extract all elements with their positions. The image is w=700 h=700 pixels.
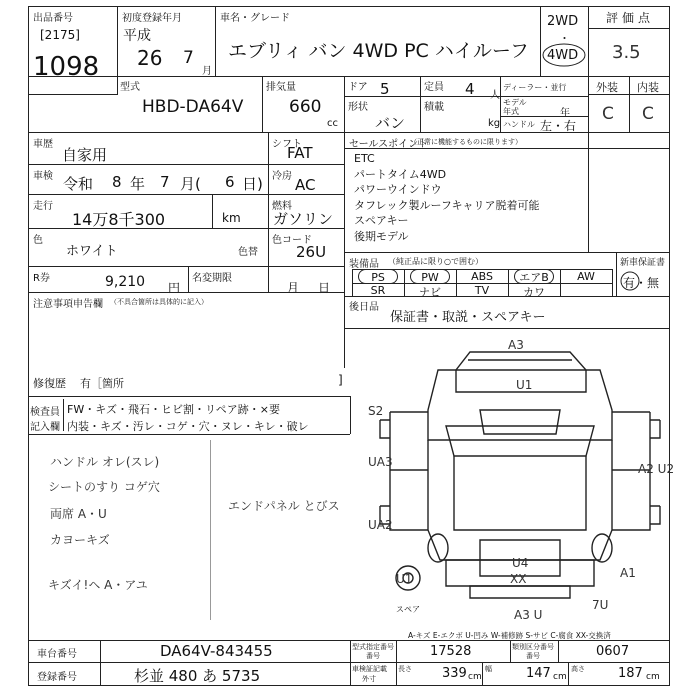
usage-label: 車歴 xyxy=(33,139,53,150)
inspection-month: 7 xyxy=(160,173,170,191)
dims-label2: 外寸 xyxy=(362,675,376,683)
load-unit: kg xyxy=(488,118,501,129)
mileage-value: 14万8千300 xyxy=(72,210,166,229)
expiry-month: 月 xyxy=(287,281,300,295)
inspection-era: 令和 xyxy=(63,175,94,193)
class-no-label: 類別区分番号 xyxy=(512,643,554,651)
inspection-year-unit: 年 xyxy=(130,175,146,193)
after-value: 保証書・取説・スペアキー xyxy=(390,310,546,325)
shift-label: シフト xyxy=(272,139,302,150)
model-year-unit: 年 xyxy=(560,108,570,119)
ac-label: 冷房 xyxy=(272,171,292,182)
height-value: 187 xyxy=(618,666,643,681)
equip-abs: ABS xyxy=(471,270,493,283)
interior-label: 内装 xyxy=(637,81,659,94)
shift-value: FAT xyxy=(287,144,313,162)
selling-points-list xyxy=(354,151,539,244)
name-label: 車名・グレード xyxy=(220,13,290,24)
equip-ps: PS xyxy=(358,269,398,284)
mileage-label: 走行 xyxy=(33,201,53,212)
fuel-label: 燃料 xyxy=(272,201,292,212)
color-code-value: 26U xyxy=(296,243,327,261)
class-no-value: 0607 xyxy=(596,644,630,659)
exterior-score: C xyxy=(602,104,614,124)
notes-label: 注意事項申告欄 xyxy=(33,299,103,310)
equip-leather: カワ xyxy=(523,286,545,299)
ac-value: AC xyxy=(295,176,316,194)
selling-sub: （正常に機能するものに限ります） xyxy=(410,138,522,146)
drive-circle-icon xyxy=(540,42,588,68)
equipment-label: 装備品 xyxy=(349,259,379,270)
damage-mark: 7U xyxy=(592,598,609,612)
height-unit: cm xyxy=(646,672,660,682)
width-label: 幅 xyxy=(485,665,492,673)
doors-label: ドア xyxy=(348,82,368,93)
selling-point: パートタイム4WD xyxy=(354,167,447,181)
expiry-label: 名変期限 xyxy=(192,273,232,284)
inspection-day: 6 xyxy=(225,173,235,191)
mileage-unit: km xyxy=(222,211,241,225)
width-unit: cm xyxy=(553,672,567,682)
displacement-unit: cc xyxy=(327,118,338,129)
drive-2wd: 2WD xyxy=(547,14,579,29)
color-label: 色 xyxy=(33,235,43,246)
damage-mark: U1 xyxy=(516,378,533,392)
equipment-sub: （純正品に限り○で囲む） xyxy=(388,257,483,266)
selling-point: タフレック製ルーフキャリア脱着可能 xyxy=(354,198,540,212)
registration-era: 平成 xyxy=(123,28,151,44)
handwritten-note: ハンドル オレ(スレ) xyxy=(50,455,160,469)
new-warranty-value: 有・無 xyxy=(623,276,660,290)
shape-label: 形状 xyxy=(348,102,368,113)
damage-mark: UA3 xyxy=(368,455,393,469)
inspection-label: 車検 xyxy=(33,171,53,182)
dims-label: 車検証記載 xyxy=(352,665,387,673)
selling-label: セールスポイント xyxy=(349,139,429,150)
damage-mark: XX xyxy=(510,572,527,586)
height-label: 高さ xyxy=(571,665,585,673)
checker-label: 検査員 xyxy=(30,407,60,418)
damage-mark: U1 xyxy=(396,572,413,586)
damage-mark: S2 xyxy=(368,404,384,418)
inspection-month-unit: 月( xyxy=(180,175,201,193)
model-year-label: モデル xyxy=(503,98,527,107)
damage-mark: UA2 xyxy=(368,518,393,532)
handwritten-note: 両席 A・U xyxy=(50,507,107,521)
recycle-value: 9,210 xyxy=(105,274,146,290)
evaluation-label: 評価点 xyxy=(606,11,655,25)
length-label: 長さ xyxy=(398,665,412,673)
color-change-label: 色替 xyxy=(238,247,258,258)
type-no-label: 型式指定番号 xyxy=(352,643,394,651)
equip-aw: AW xyxy=(577,270,595,283)
recycle-label: R券 xyxy=(33,273,50,284)
handwritten-note: シートのすり コゲ穴 xyxy=(48,480,160,494)
handle-label: ハンドル xyxy=(503,120,535,129)
displacement-value: 660 xyxy=(289,97,322,117)
model-value: HBD-DA64V xyxy=(142,97,244,117)
color-code-label: 色コード xyxy=(272,235,312,246)
drive-sep: ・ xyxy=(559,32,570,45)
new-warranty-circle-icon xyxy=(619,270,641,292)
after-label: 後日品 xyxy=(349,302,379,313)
expiry-day: 日 xyxy=(318,281,331,295)
chassis-label: 車台番号 xyxy=(37,649,77,660)
length-unit: cm xyxy=(468,672,482,682)
notes-sub: （不具合箇所は具体的に記入） xyxy=(110,298,208,306)
exterior-label: 外装 xyxy=(596,81,618,94)
checker-row2: 内装・キズ・汚レ・コゲ・穴・ヌレ・キレ・破レ xyxy=(67,420,309,433)
handwritten-note: エンドパネル とびス xyxy=(228,499,340,513)
width-value: 147 xyxy=(526,666,551,681)
selling-point: 後期モデル xyxy=(354,229,409,243)
handwritten-note: カヨーキズ xyxy=(50,533,110,547)
registration-label: 初度登録年月 xyxy=(122,13,182,24)
length-value: 339 xyxy=(442,666,467,681)
checker-label2: 記入欄 xyxy=(30,422,60,433)
shape-value: バン xyxy=(375,114,406,132)
registration-year: 26 xyxy=(137,46,163,70)
new-warranty-label: 新車保証書 xyxy=(620,258,666,268)
spare-label: スペア xyxy=(396,605,420,614)
lot-number: 1098 xyxy=(33,52,100,82)
color-value: ホワイト xyxy=(66,244,118,259)
handwritten-note: キズイ!ヘ A・アユ xyxy=(48,578,148,592)
damage-mark: A2 U2 xyxy=(638,462,675,476)
repair-label: 修復歴 xyxy=(33,377,66,390)
lot-code: [2175] xyxy=(40,28,80,42)
handle-value: 左・右 xyxy=(540,119,577,133)
equip-tv: TV xyxy=(474,284,490,297)
chassis-value: DA64V-843455 xyxy=(160,642,273,660)
repair-value: 有［箇所 xyxy=(80,377,124,390)
equip-pw: PW xyxy=(410,269,450,284)
drive-4wd: 4WD xyxy=(547,48,579,63)
registration-month-unit: 月 xyxy=(202,66,212,77)
capacity-label: 定員 xyxy=(424,82,444,93)
damage-mark: U4 xyxy=(512,556,529,570)
damage-mark: A3 U xyxy=(514,608,543,622)
registration-month: 7 xyxy=(183,48,194,68)
recycle-unit: 円 xyxy=(168,281,181,295)
usage-value: 自家用 xyxy=(62,146,108,164)
evaluation-score: 3.5 xyxy=(612,42,641,63)
selling-point: スペアキー xyxy=(354,214,409,227)
doors-value: 5 xyxy=(380,80,390,98)
model-label: 型式 xyxy=(120,82,140,93)
equip-sr: SR xyxy=(370,284,386,297)
class-no-label2: 番号 xyxy=(526,652,540,660)
capacity-value: 4 xyxy=(465,80,475,98)
lot-label: 出品番号 xyxy=(33,13,73,24)
inspection-year: 8 xyxy=(112,173,122,191)
displacement-label: 排気量 xyxy=(266,82,296,93)
selling-point: パワーウインドウ xyxy=(354,183,442,196)
model-year-label2: 年式 xyxy=(503,107,519,116)
damage-legend: A-キズ E-エクボ U-凹み W-補修跡 S-サビ C-腐食 XX-交換済 xyxy=(408,631,611,640)
type-no-value: 17528 xyxy=(430,644,472,659)
checker-row1: FW・キズ・飛石・ヒビ割・リペア跡・×要 xyxy=(67,403,280,416)
damage-mark: A3 xyxy=(508,338,524,352)
fuel-value: ガソリン xyxy=(273,210,334,228)
equip-navi: ナビ xyxy=(419,286,441,299)
type-no-label2: 番号 xyxy=(366,652,380,660)
load-label: 積載 xyxy=(424,102,444,113)
equip-airbag: エアB xyxy=(514,269,554,284)
damage-mark: A1 xyxy=(620,566,636,580)
selling-point: ETC xyxy=(354,152,375,165)
plate-value: 杉並 480 あ 5735 xyxy=(134,667,261,685)
dealer-label: ディーラー・並行 xyxy=(503,83,567,92)
capacity-unit: 人 xyxy=(490,90,500,101)
vehicle-name: エブリィ バン 4WD PC ハイルーフ xyxy=(228,40,529,62)
plate-label: 登録番号 xyxy=(37,672,77,683)
interior-score: C xyxy=(642,104,654,124)
inspection-day-unit: 日) xyxy=(242,175,263,193)
